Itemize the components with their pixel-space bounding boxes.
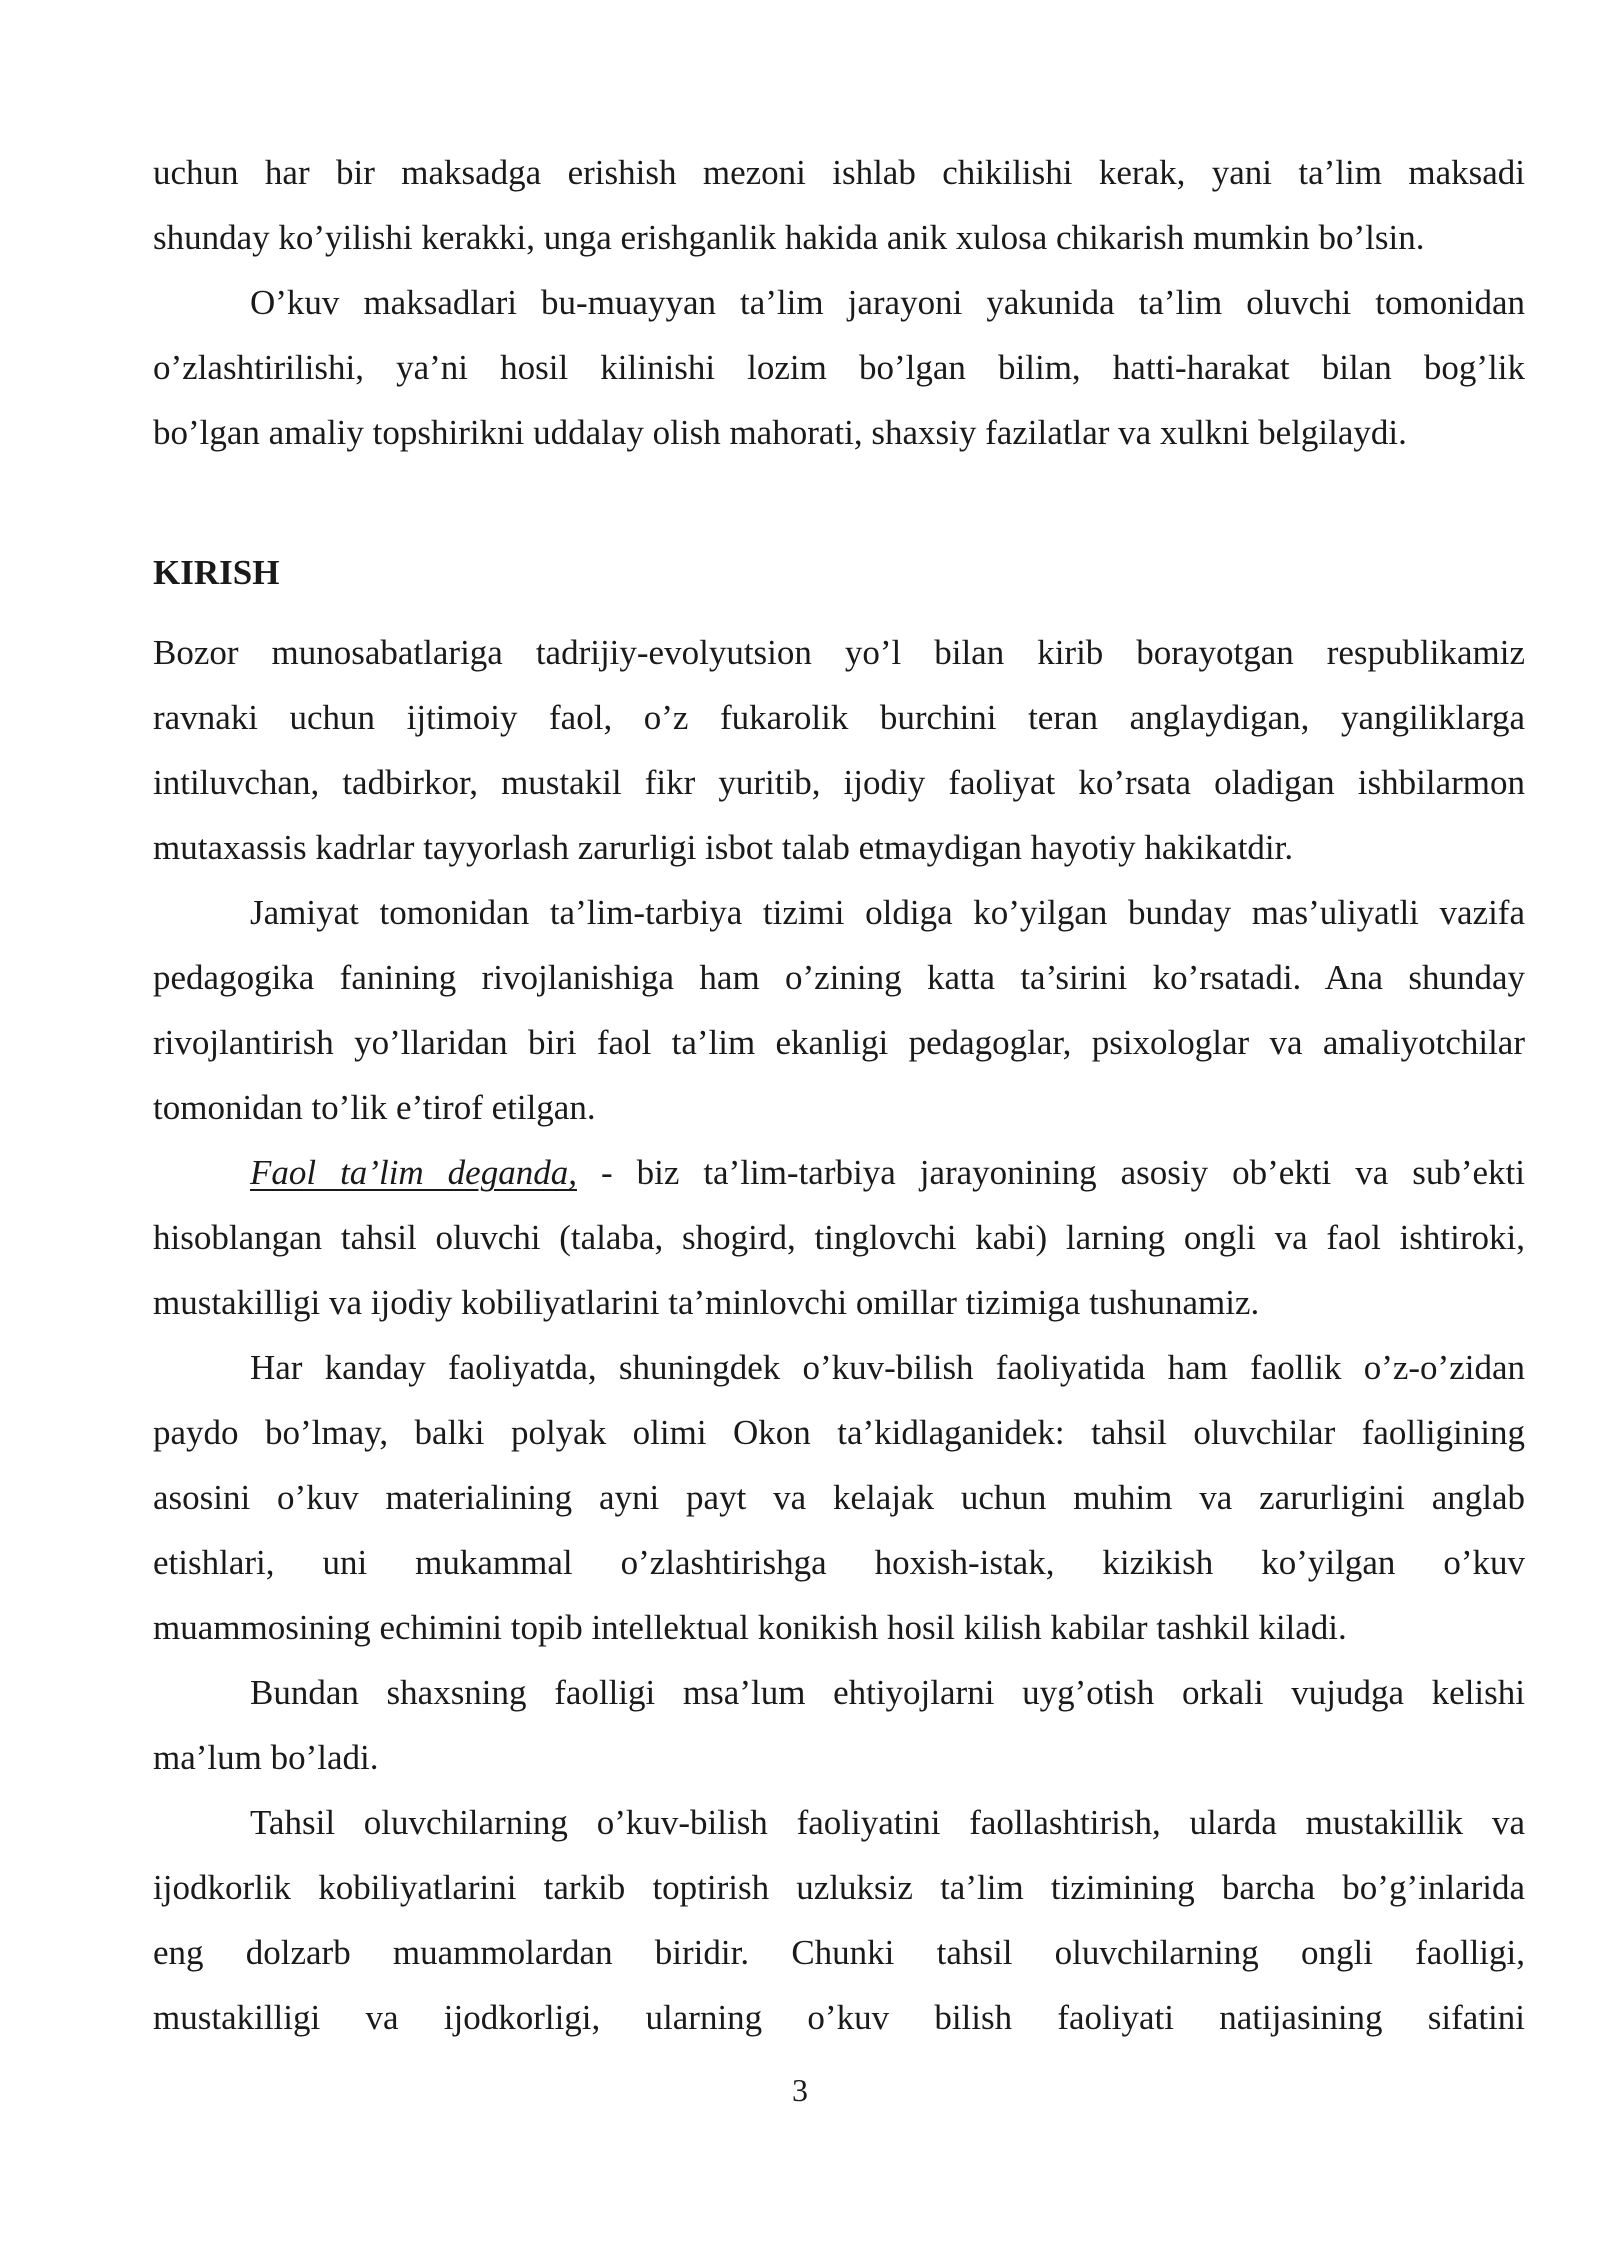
paragraph [153,1790,1525,2050]
text-line: asosini o’kuv materialining ayni payt va kelajak uchun muhim va zarurligini anglab [153,1478,1525,1517]
text-line: Jamiyat tomonidan ta’lim-tarbiya tizimi oldiga ko’yilgan bunday mas’uliyatli vazifa [250,893,1525,932]
text-line-rest: - biz ta’lim-tarbiya jarayonining asosiy ob’ekti va sub’ekti [576,1153,1525,1192]
text-line: shunday ko’yilishi kerakki, unga erishganlik hakida anik xulosa chikarish mumkin bo’lsin. [153,218,1425,257]
text-line: o’zlashtirilishi, ya’ni hosil kilinishi lozim bo’lgan bilim, hatti-harakat bilan bog’lik [153,348,1525,387]
paragraph [153,880,1525,1140]
text-line: tomonidan to’lik e’tirof etilgan. [153,1088,596,1127]
text-line: ravnaki uchun ijtimoiy faol, o’z fukarolik burchini teran anglaydigan, yangiliklarga [153,698,1525,737]
text-line: etishlari, uni mukammal o’zlashtirishga hoxish-istak, kizikish ko’yilgan o’kuv [153,1543,1525,1582]
text-line: eng dolzarb muammolardan biridir. Chunki tahsil oluvchilarning ongli faolligi, [153,1933,1525,1972]
paragraph [153,1335,1525,1660]
text-line: mutaxassis kadrlar tayyorlash zarurligi isbot talab etmaydigan hayotiy hakikatdir. [153,828,1294,867]
paragraph [153,140,1525,270]
text-line: paydo bo’lmay, balki polyak olimi Okon ta’kidlaganidek: tahsil oluvchilar faolligining [153,1413,1525,1452]
page-number: 3 [792,2072,808,2108]
text-line: O’kuv maksadlari bu-muayyan ta’lim jarayoni yakunida ta’lim oluvchi tomonidan [250,283,1525,322]
text-line: Bundan shaxsning faolligi msa’lum ehtiyojlarni uyg’otish orkali vujudga kelishi [250,1673,1525,1712]
text-line: pedagogika fanining rivojlanishiga ham o’zining katta ta’sirini ko’rsatadi. Ana shunday [153,958,1525,997]
section-heading: KIRISH [153,553,280,592]
text-line: hisoblangan tahsil oluvchi (talaba, shogird, tinglovchi kabi) larning ongli va faol ishtiroki, [153,1218,1525,1257]
paragraph [153,1660,1525,1790]
paragraph [153,620,1525,880]
text-line: intiluvchan, tadbirkor, mustakil fikr yuritib, ijodiy faoliyat ko’rsata oladigan ishbilarmon [153,763,1525,802]
text-line: muammosining echimini topib intellektual konikish hosil kilish kabilar tashkil kiladi. [153,1608,1347,1647]
text-line: Bozor munosabatlariga tadrijiy-evolyutsion yo’l bilan kirib borayotgan respublikamiz [153,633,1525,672]
text-line: mustakilligi va ijodkorligi, ularning o’kuv bilish faoliyati natijasining sifatini [153,1998,1525,2037]
text-line: ijodkorlik kobiliyatlarini tarkib toptirish uzluksiz ta’lim tizimining barcha bo’g’inlarida [153,1868,1525,1907]
text-line [153,1140,1525,1205]
text-line: bo’lgan amaliy topshirikni uddalay olish mahorati, shaxsiy fazilatlar va xulkni belgilaydi. [153,413,1407,452]
text-line: Tahsil oluvchilarning o’kuv-bilish faoliyatini faollashtirish, ularda mustakillik va [250,1803,1525,1842]
text-line: rivojlantirish yo’llaridan biri faol ta’lim ekanligi pedagoglar, psixologlar va amaliyotchilar [153,1023,1525,1062]
paragraph [153,1140,1525,1335]
text-line: Har kanday faoliyatda, shuningdek o’kuv-bilish faoliyatida ham faollik o’z-o’zidan [250,1348,1525,1387]
defined-term: Faol ta’lim deganda, [250,1153,577,1192]
text-line: uchun har bir maksadga erishish mezoni ishlab chikilishi kerak, yani ta’lim maksadi [153,153,1525,192]
text-line: mustakilligi va ijodiy kobiliyatlarini ta’minlovchi omillar tizimiga tushunamiz. [153,1283,1260,1322]
paragraph [153,270,1525,465]
text-line: ma’lum bo’ladi. [153,1738,379,1777]
